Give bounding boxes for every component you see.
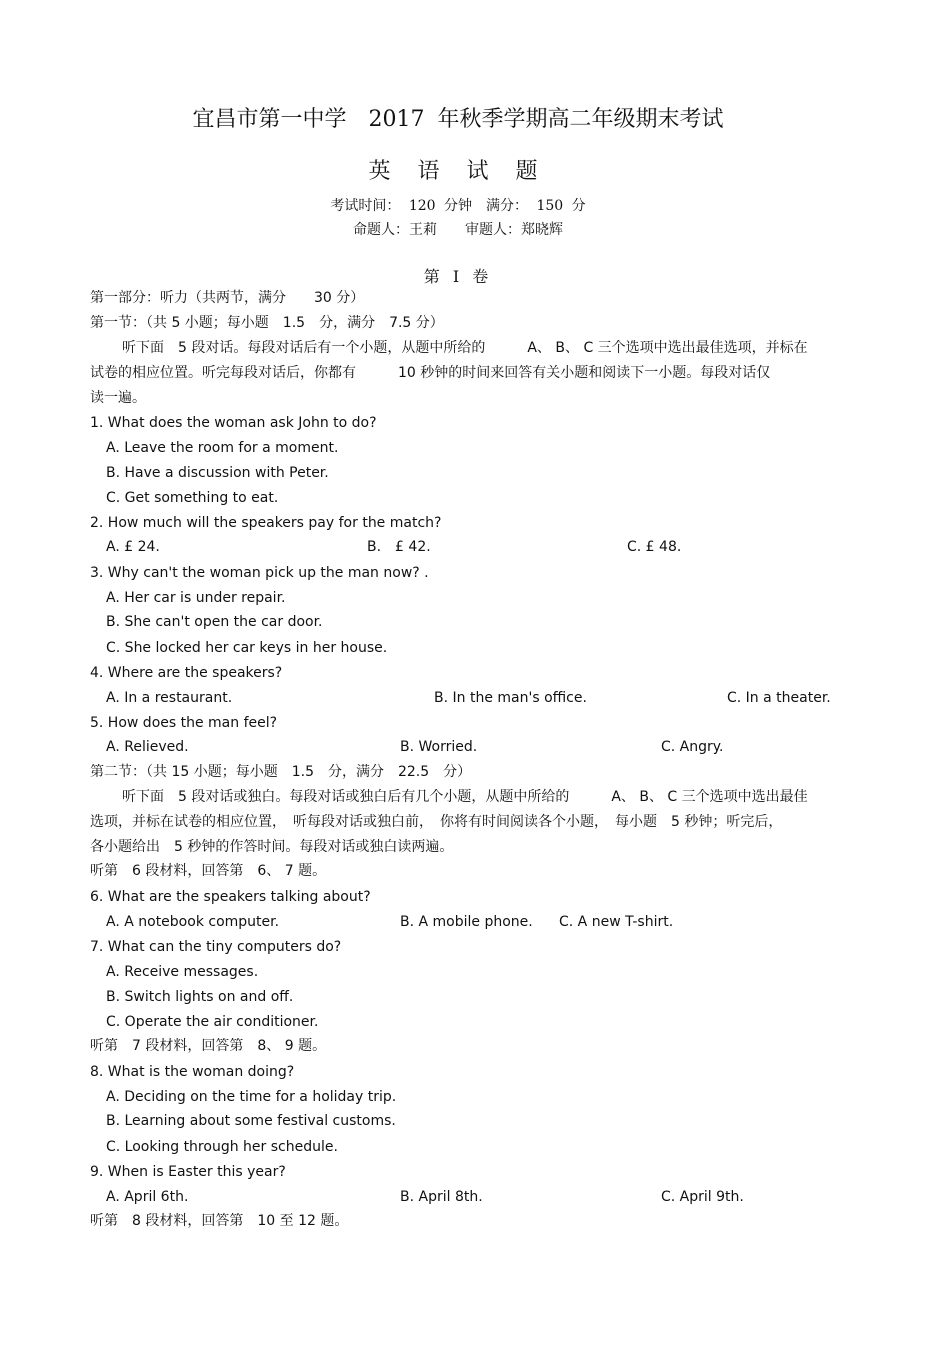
q6-option-a: A. A notebook computer. <box>106 914 280 930</box>
question-3: 3. Why can't the woman pick up the man now? . <box>90 565 429 581</box>
q3-option-c: C. She locked her car keys in her house. <box>106 640 388 656</box>
section1-heading: 第一节：（共 5 小题；每小题 1.5 分，满分 7.5 分） <box>90 315 444 331</box>
question-8: 8. What is the woman doing? <box>90 1064 295 1080</box>
q2-option-b: B. £ 42. <box>367 539 431 555</box>
question-9: 9. When is Easter this year? <box>90 1164 286 1180</box>
q6-option-b: B. A mobile phone. <box>400 914 533 930</box>
material-8-note: 听第 8 段材料，回答第 10 至 12 题。 <box>90 1213 349 1229</box>
q2-option-a: A. £ 24. <box>106 539 160 555</box>
q4-option-a: A. In a restaurant. <box>106 690 233 706</box>
material-7-note: 听第 7 段材料，回答第 8、 9 题。 <box>90 1038 327 1054</box>
part1-heading: 第一部分：听力（共两节，满分 30 分） <box>90 290 365 306</box>
section1-instructions-line2: 试卷的相应位置。听完每段对话后，你都有 10 秒钟的时间来回答有关小题和阅读下一小题。每段对话仅 <box>90 365 771 381</box>
q3-option-a: A. Her car is under repair. <box>106 590 286 606</box>
q2-option-c: C. £ 48. <box>627 539 682 555</box>
q9-option-c: C. April 9th. <box>661 1189 744 1205</box>
question-7: 7. What can the tiny computers do? <box>90 939 342 955</box>
q8-option-a: A. Deciding on the time for a holiday trip. <box>106 1089 397 1105</box>
q4-option-c: C. In a theater. <box>727 690 831 706</box>
q3-option-b: B. She can't open the car door. <box>106 614 323 630</box>
q6-option-c: C. A new T-shirt. <box>559 914 674 930</box>
q7-option-c: C. Operate the air conditioner. <box>106 1014 319 1030</box>
q7-option-a: A. Receive messages. <box>106 964 259 980</box>
q7-option-b: B. Switch lights on and off. <box>106 989 294 1005</box>
section2-heading: 第二节：（共 15 小题；每小题 1.5 分，满分 22.5 分） <box>90 764 472 780</box>
q9-option-a: A. April 6th. <box>106 1189 189 1205</box>
q5-option-c: C. Angry. <box>661 739 724 755</box>
question-4: 4. Where are the speakers? <box>90 665 283 681</box>
question-5: 5. How does the man feel? <box>90 715 278 731</box>
q1-option-a: A. Leave the room for a moment. <box>106 440 339 456</box>
q5-option-b: B. Worried. <box>400 739 478 755</box>
material-6-note: 听第 6 段材料，回答第 6、 7 题。 <box>90 863 327 879</box>
q5-option-a: A. Relieved. <box>106 739 189 755</box>
question-1: 1. What does the woman ask John to do? <box>90 415 377 431</box>
question-2: 2. How much will the speakers pay for the match? <box>90 515 442 531</box>
q8-option-c: C. Looking through her schedule. <box>106 1139 338 1155</box>
exam-info: 考试时间： 120 分钟 满分： 150 分 <box>330 198 586 214</box>
question-6: 6. What are the speakers talking about? <box>90 889 371 905</box>
q4-option-b: B. In the man's office. <box>434 690 587 706</box>
q9-option-b: B. April 8th. <box>400 1189 483 1205</box>
section2-instructions-line3: 各小题给出 5 秒钟的作答时间。每段对话或独白读两遍。 <box>90 839 454 855</box>
exam-authors: 命题人：王莉 审题人：郑晓辉 <box>353 222 563 238</box>
exam-title: 宜昌市第一中学 2017 年秋季学期高二年级期末考试 <box>192 107 724 132</box>
section1-instructions-line3: 读一遍。 <box>90 390 146 406</box>
subject-title: 英 语 试 题 <box>368 159 548 184</box>
section2-instructions-line1: 听下面 5 段对话或独白。每段对话或独白后有几个小题，从题中所给的 A、 B、 C 三个选项中选出最佳 <box>122 789 808 805</box>
q1-option-c: C. Get something to eat. <box>106 490 279 506</box>
section2-instructions-line2: 选项，并标在试卷的相应位置， 听每段对话或独白前， 你将有时间阅读各个小题， 每小题 5 秒钟；听完后， <box>90 814 783 830</box>
q1-option-b: B. Have a discussion with Peter. <box>106 465 329 481</box>
q8-option-b: B. Learning about some festival customs. <box>106 1113 396 1129</box>
volume-heading: 第 Ⅰ 卷 <box>423 267 493 286</box>
section1-instructions-line1: 听下面 5 段对话。每段对话后有一个小题，从题中所给的 A、 B、 C 三个选项中选出最佳选项，并标在 <box>122 340 808 356</box>
